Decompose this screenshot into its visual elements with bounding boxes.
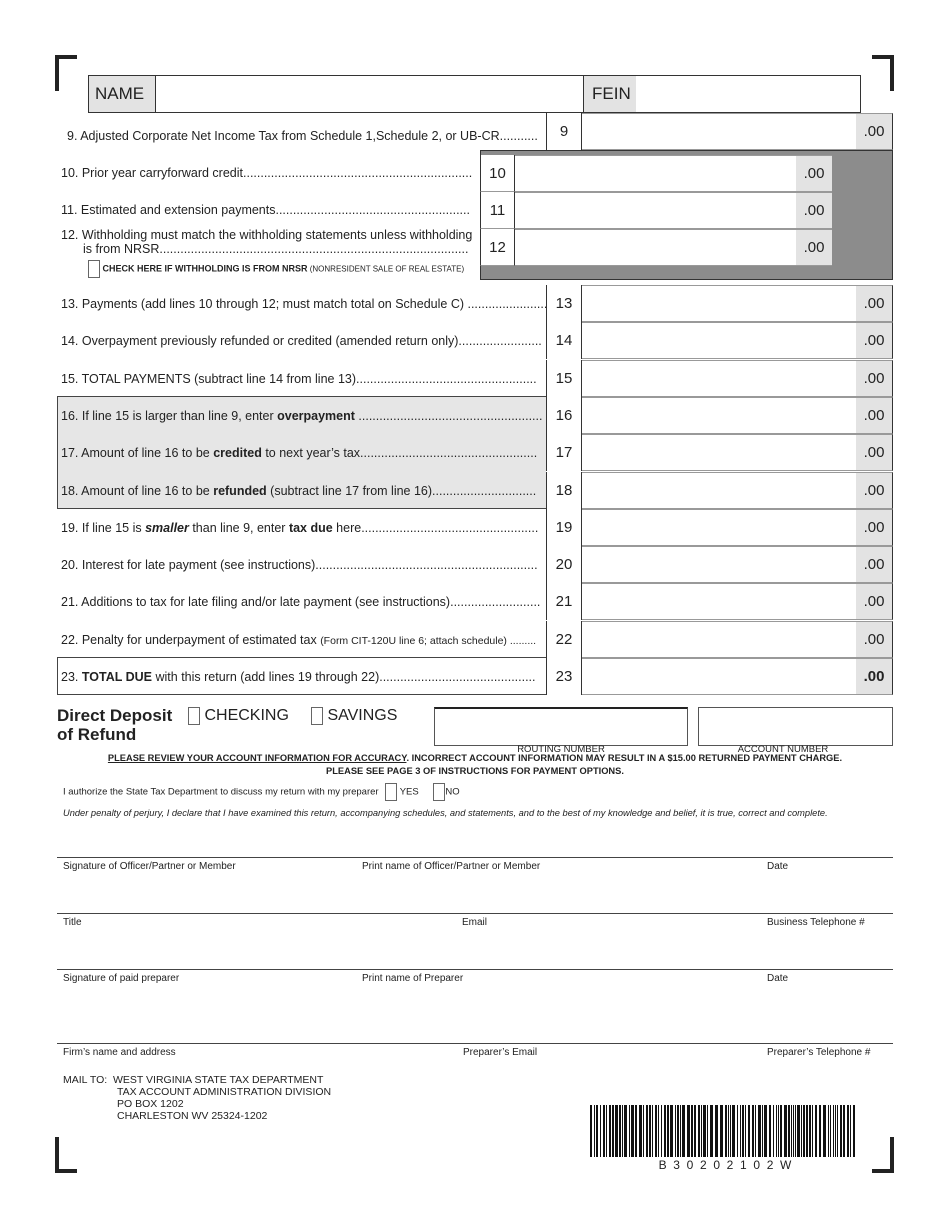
line-22-text-part: 22. Penalty for underpayment of estimated tax [61,632,321,647]
line-23-text-part: with this return (add lines 19 through 22)............................................. [152,670,536,684]
line-18-text-part: 18. Amount of line 16 to be [61,483,214,498]
line-12-label [61,228,472,256]
barcode-bar [780,1105,782,1157]
barcode-bar [732,1105,735,1157]
barcode-bar [728,1105,729,1157]
line-18-number: 18 [546,472,582,509]
barcode-bar [833,1105,834,1157]
authorize-text: I authorize the State Tax Department to discuss my return with my preparer [63,786,379,798]
line-23-cents: .00 [856,659,892,694]
line-11-number: 11 [480,192,515,229]
signature-field-label: Title [63,917,82,928]
line-16-amount[interactable] [582,397,893,434]
savings-label: SAVINGS [327,707,398,725]
barcode-bar [703,1105,706,1157]
line-20-label [61,558,538,572]
line-11-cents: .00 [796,193,832,228]
nrsr-check-label: CHECK HERE IF WITHHOLDING IS FROM NRSR [102,263,308,274]
signature-field-label: Date [767,861,789,872]
line-19-text-part: 19. If line 15 is [61,520,146,535]
checking-option[interactable] [188,707,289,725]
barcode-bar [784,1105,787,1157]
barcode-bar [843,1105,845,1157]
line-15-amount[interactable] [582,360,893,397]
line-16-number: 16 [546,397,582,434]
line-14-text-part: 14. Overpayment previously refunded or credited (amended return only)........................ [61,334,542,349]
barcode-bar [652,1105,653,1157]
line-9-label: 9. Adjusted Corporate Net Income Tax from Schedule 1,Schedule 2, or UB-CR........... [67,129,538,143]
line-23-amount[interactable] [582,658,893,695]
name-input[interactable] [156,76,583,112]
barcode-bar [612,1105,614,1157]
line-19-text-part: smaller [145,520,189,535]
routing-number-label: ROUTING NUMBER [517,744,605,755]
line-21-cents: .00 [856,584,892,619]
barcode-bar [764,1105,767,1157]
line-23-label [61,670,536,684]
line-14-amount[interactable] [582,322,893,359]
barcode-bar [840,1105,842,1157]
line-11-amount[interactable] [515,192,832,229]
barcode-bar [698,1105,700,1157]
line-10-label [61,166,472,180]
mail-to-label: MAIL TO: [63,1074,108,1086]
authorize-yes-label: YES [399,786,419,798]
nrsr-check-note: (NONRESIDENT SALE OF REAL ESTATE) [307,264,465,274]
line-17-amount[interactable] [582,434,893,471]
barcode-bar [675,1105,676,1157]
authorize-yes-checkbox[interactable] [385,783,397,801]
barcode-bar [635,1105,637,1157]
barcode-bar [661,1105,662,1157]
mail-line-1: WEST VIRGINIA STATE TAX DEPARTMENT [113,1074,324,1086]
barcode-bar [823,1105,826,1157]
warning-rest: . INCORRECT ACCOUNT INFORMATION MAY RESULT IN A $15.00 RETURNED PAYMENT CHARGE. [406,753,843,763]
signature-field-label: Signature of paid preparer [63,973,180,984]
line-12-text: 12. Withholding must match the withholding statements unless withholding [61,228,473,242]
barcode-bar [830,1105,831,1157]
signature-field-label: Date [767,973,789,984]
barcode-bar [594,1105,595,1157]
fein-label: FEIN [583,76,636,112]
barcode-bar [655,1105,657,1157]
line-13-label [61,297,547,311]
line-17-label [61,446,537,460]
barcode-bar [646,1105,648,1157]
perjury-statement: Under penalty of perjury, I declare that I have examined this return, accompanying schedules, and statements, and to the best of my knowledge and belief, it is true, correct and complete. [63,808,828,818]
name-fein-row [88,75,861,113]
barcode-bar [806,1105,808,1157]
line-17-number: 17 [546,434,582,471]
line-22-amount[interactable] [582,621,893,658]
line-17-cents: .00 [856,435,892,470]
barcode [590,1105,858,1157]
barcode-bar [797,1105,800,1157]
barcode-bar [682,1105,685,1157]
account-number-input[interactable] [698,707,893,746]
line-19-text-part: here................................................... [332,520,539,535]
barcode-bars [590,1105,858,1157]
barcode-bar [600,1105,601,1157]
line-19-cents: .00 [856,510,892,545]
savings-option[interactable] [311,707,397,725]
line-14-number: 14 [546,322,582,359]
nrsr-check-row [88,260,464,278]
line-14-label [61,334,542,348]
signature-line[interactable] [57,969,893,989]
line-21-text-part: 21. Additions to tax for late filing and/or late payment (see instructions).......................... [61,595,541,610]
line-9-amount[interactable] [582,113,893,150]
barcode-bar [745,1105,746,1157]
barcode-bar [748,1105,750,1157]
barcode-bar [687,1105,690,1157]
barcode-bar [590,1105,592,1157]
direct-deposit-title-line2: of Refund [57,725,137,744]
line-22-text-part: (Form CIT-120U line 6; attach schedule) ......... [320,634,537,647]
signature-line[interactable] [57,913,893,933]
barcode-bar [835,1105,836,1157]
barcode-bar [755,1105,756,1157]
line-19-text-part: than line 9, enter [188,520,289,535]
line-16-label [61,409,542,423]
line-22-label [61,633,536,647]
line-10-cents: .00 [796,156,832,191]
barcode-bar [670,1105,673,1157]
barcode-bar [639,1105,642,1157]
line-23-text-part: 23. [61,670,82,684]
barcode-bar [622,1105,623,1157]
barcode-bar [694,1105,696,1157]
barcode-bar [793,1105,794,1157]
barcode-bar [795,1105,796,1157]
line-15-number: 15 [546,360,582,397]
payment-options-note: PLEASE SEE PAGE 3 OF INSTRUCTIONS FOR PAYMENT OPTIONS. [326,766,624,776]
barcode-bar [624,1105,627,1157]
registration-mark-bottom-right [872,1137,894,1173]
registration-mark-bottom-left [55,1137,77,1173]
barcode-bar [819,1105,821,1157]
line-23-text-part: TOTAL DUE [81,670,153,684]
barcode-bar [691,1105,693,1157]
checking-label: CHECKING [204,707,289,725]
barcode-bar [762,1105,763,1157]
line-21-number: 21 [546,583,582,620]
line-18-amount[interactable] [582,472,893,509]
line-11-text: 11. Estimated and extension payments........................................................ [61,203,470,217]
barcode-bar [803,1105,805,1157]
barcode-bar [658,1105,659,1157]
barcode-bar [847,1105,849,1157]
line-10-text: 10. Prior year carryforward credit.................................................................. [61,166,473,180]
line-9-cents: .00 [856,114,892,149]
direct-deposit-title-line1: Direct Deposit [57,706,173,725]
barcode-bar [715,1105,718,1157]
barcode-bar [730,1105,731,1157]
line-20-number: 20 [546,546,582,583]
authorize-no-checkbox[interactable] [433,783,445,801]
barcode-bar [606,1105,607,1157]
line-20-cents: .00 [856,547,892,582]
line-13-cents: .00 [856,286,892,321]
savings-checkbox[interactable] [311,707,323,725]
barcode-bar [710,1105,713,1157]
barcode-bar [603,1105,605,1157]
registration-mark-top-left [55,55,77,91]
line-11-label [61,203,470,217]
barcode-bar [828,1105,829,1157]
barcode-bar [596,1105,598,1157]
line-22-number: 22 [546,621,582,658]
barcode-bar [740,1105,741,1157]
barcode-bar [776,1105,777,1157]
barcode-bar [707,1105,708,1157]
barcode-bar [788,1105,790,1157]
line-17-text-part: to next year’s tax................................................... [261,446,538,461]
barcode-bar [667,1105,669,1157]
line-19-amount[interactable] [582,509,893,546]
barcode-bar [801,1105,802,1157]
line-23-number: 23 [546,658,582,695]
authorize-no-label: NO [445,786,460,798]
line-13-number: 13 [546,285,582,322]
line-18-text-part: refunded [213,483,267,498]
barcode-bar [758,1105,761,1157]
barcode-bar [609,1105,611,1157]
line-17-text-part: credited [213,446,262,461]
line-20-text-part: 20. Interest for late payment (see instructions)................................................................ [61,558,538,573]
line-15-text-part: 15. TOTAL PAYMENTS (subtract line 14 from line 13).................................................... [61,371,537,386]
mail-line-4: CHARLESTON WV 25324-1202 [117,1110,268,1122]
barcode-bar [631,1105,634,1157]
line-9-number: 9 [546,113,582,150]
barcode-bar [737,1105,738,1157]
line-18-text-part: (subtract line 17 from line 16).............................. [266,483,537,498]
barcode-bar [778,1105,779,1157]
signature-line[interactable] [57,857,893,877]
direct-deposit-title [57,706,172,744]
mail-line-3: PO BOX 1202 [117,1098,184,1110]
line-10-number: 10 [480,155,515,192]
line-16-text-part: ..................................................... [354,408,543,423]
fein-input[interactable] [636,76,861,112]
signature-field-label: Email [462,917,488,928]
line-16-text-part: 16. If line 15 is larger than line 9, enter [61,408,278,423]
line-10-amount[interactable] [515,155,832,192]
line-18-cents: .00 [856,473,892,508]
barcode-bar [629,1105,630,1157]
registration-mark-top-right [872,55,894,91]
line-21-amount[interactable] [582,583,893,620]
name-label: NAME [89,76,156,112]
routing-number-input[interactable] [434,707,688,746]
account-number-label: ACCOUNT NUMBER [737,744,829,755]
barcode-bar [742,1105,744,1157]
barcode-bar [680,1105,681,1157]
barcode-bar [752,1105,754,1157]
line-12-number: 12 [480,229,515,266]
line-16-cents: .00 [856,398,892,433]
barcode-text: B 3 0 2 0 2 1 0 2 W [658,1158,792,1172]
barcode-bar [853,1105,855,1157]
barcode-bar [677,1105,679,1157]
barcode-bar [809,1105,811,1157]
line-19-label [61,521,538,535]
barcode-bar [720,1105,723,1157]
barcode-bar [791,1105,792,1157]
barcode-bar [649,1105,651,1157]
signature-field-label: Print name of Officer/Partner or Member [362,861,541,872]
line-14-cents: .00 [856,323,892,358]
signature-line[interactable] [57,1043,893,1063]
line-19-text-part: tax due [288,520,333,535]
signature-field-label: Print name of Preparer [362,973,464,984]
signature-field-label: Preparer’s Telephone # [767,1047,871,1058]
line-12-amount[interactable] [515,229,832,266]
line-18-label [61,484,536,498]
mail-line-2: TAX ACCOUNT ADMINISTRATION DIVISION [117,1086,332,1098]
line-22-cents: .00 [856,622,892,657]
line-12-text-cont: is from NRSR......................................................................................... [83,242,469,256]
warning-underlined: PLEASE REVIEW YOUR ACCOUNT INFORMATION FOR ACCURACY [107,753,407,763]
barcode-bar [815,1105,817,1157]
barcode-bar [701,1105,702,1157]
signature-field-label: Business Telephone # [767,917,865,928]
line-17-text-part: 17. Amount of line 16 to be [61,446,214,461]
checking-checkbox[interactable] [188,707,200,725]
barcode-bar [643,1105,644,1157]
line-15-label [61,372,537,386]
signature-field-label: Firm’s name and address [63,1047,176,1058]
line-13-text-part: 13. Payments (add lines 10 through 12; must match total on Schedule C) ....................... [61,297,548,311]
barcode-bar [850,1105,851,1157]
nrsr-checkbox[interactable] [88,260,100,278]
barcode-bar [773,1105,774,1157]
barcode-bar [769,1105,771,1157]
signature-field-label: Signature of Officer/Partner or Member [63,861,236,872]
barcode-bar [615,1105,618,1157]
line-15-cents: .00 [856,361,892,396]
line-19-number: 19 [546,509,582,546]
account-warning [57,753,893,763]
signature-field-label: Preparer’s Email [463,1047,538,1058]
line-20-amount[interactable] [582,546,893,583]
line-16-text-part: overpayment [277,408,355,423]
authorize-row [63,783,460,801]
barcode-bar [812,1105,813,1157]
barcode-bar [619,1105,621,1157]
barcode-bar [725,1105,727,1157]
barcode-bar [664,1105,666,1157]
barcode-bar [837,1105,838,1157]
mail-to-address [63,1074,331,1122]
line-12-cents: .00 [796,230,832,265]
line-13-amount[interactable] [582,285,893,322]
line-21-label [61,595,540,609]
